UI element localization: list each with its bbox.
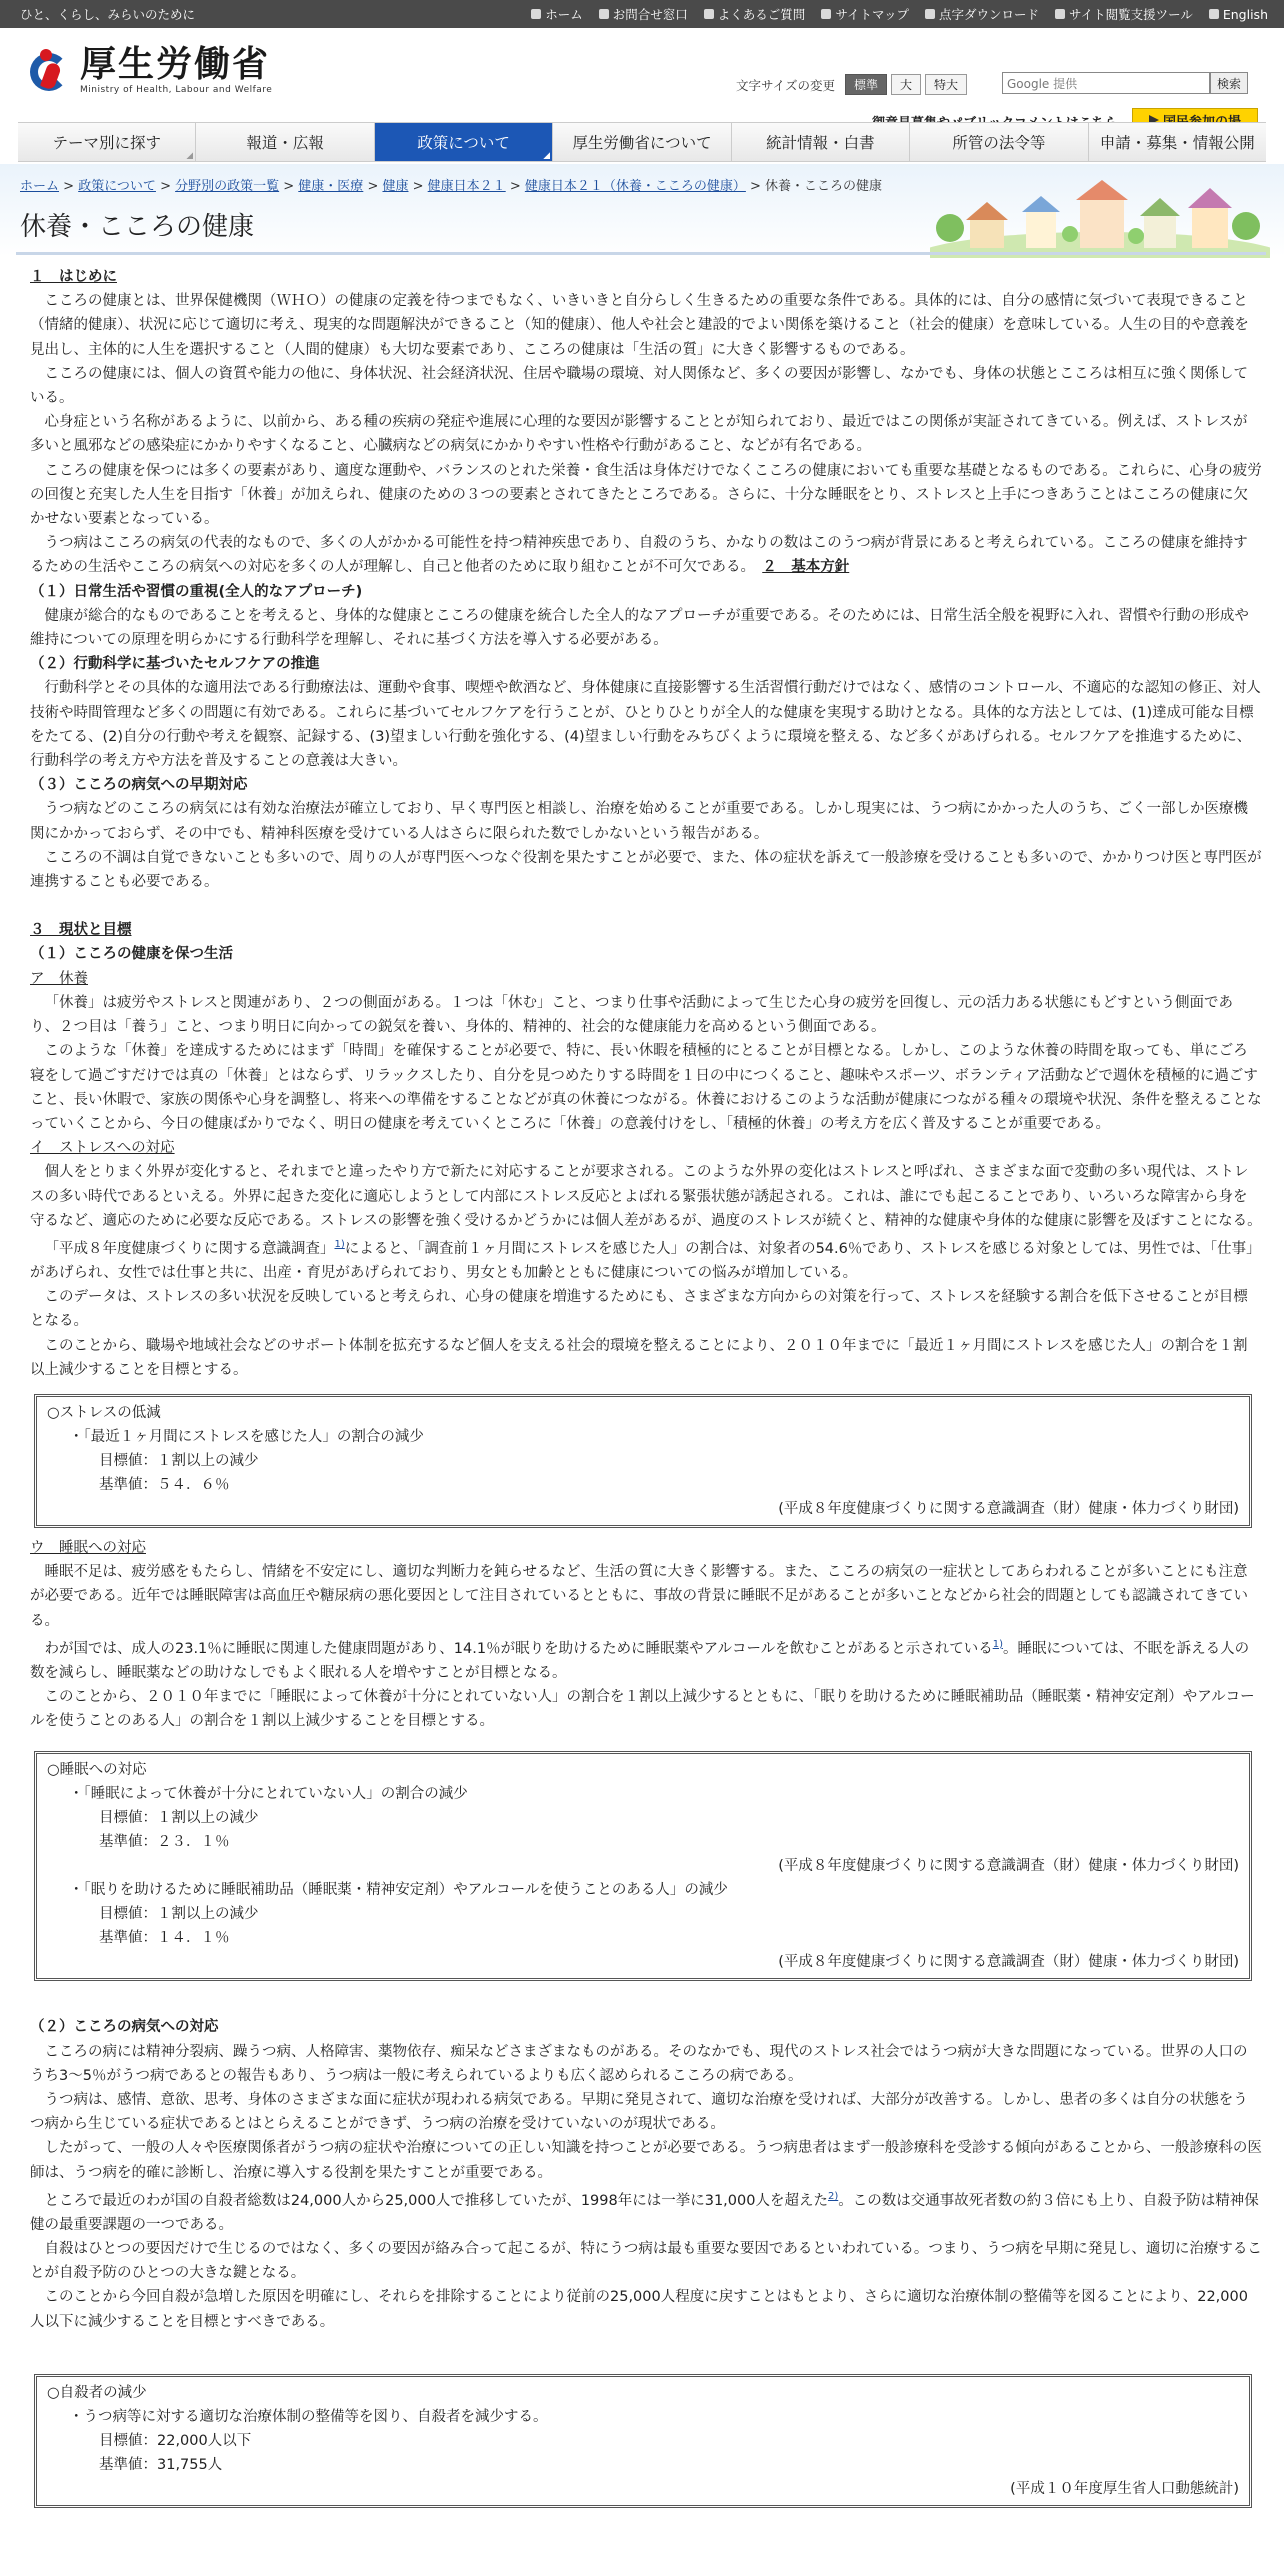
topic-heading: ア 休養 [30, 970, 88, 987]
font-size-label: 文字サイズの変更 [736, 77, 836, 93]
paragraph: 個人をとりまく外界が変化すると、それまでと違ったやり方で新たに対応することが要求される。このような外界の変化はストレスと呼ばれ、さまざまな面で変動の多い現代は、ストレスの多い時代であるといえる。外界に起きた変化に適応しようとして内部にストレス反応とよばれる緊張状態が誘起される。これは、誰にでも起こることであり、いろいろな障害から身を守るなど、適応のために必要な反応である。ストレスの影響を強く受けるかどうかには個人差があるが、過度のストレスが続くと、精神的な健康や身体的な健康に影響を及ぼすことになる。 [30, 1164, 1262, 1229]
target-title: ○ストレスの低減 [47, 1404, 161, 1421]
breadcrumb-link[interactable]: 健康日本２１ [427, 179, 506, 194]
logo-name: 厚生労働省 [80, 43, 271, 85]
paragraph: こころの健康とは、世界保健機関（ＷＨＯ）の健康の定義を待つまでもなく、いきいきと自分らしく生きるための重要な条件である。具体的には、自分の感情に気づいて表現できること（情緒的健康）、状況に応じて適切に考え、現実的な問題解決ができること（知的健康）、他人や社会と建設的でよい関係を築けること（社会的健康）を意味している。人生の目的や意義を見出し、主体的に人生を選択すること（人間的健康）も大切な要素であり、こころの健康は「生活の質」に大きく影響するものである。 [30, 293, 1249, 358]
font-size-xlarge-button[interactable]: 特大 [925, 74, 967, 95]
utility-link-sitemap[interactable]: サイトマップ [821, 5, 909, 23]
utility-link-braille[interactable]: 点字ダウンロード [925, 5, 1039, 23]
main-content [16, 252, 1266, 2516]
section-heading: ３ 現状と目標 [30, 922, 132, 939]
globe-icon [1209, 9, 1219, 19]
paragraph: わが国では、成人の23.1％に睡眠に関連した健康問題があり、14.1％が眠りを助けるために睡眠薬やアルコールを飲むことがあると示されている$^{1)}$。睡眠については、不眠を訴える人の数を減らし、睡眠薬などの助けなしでもよく眠れる人を増やすことが目標となる。 [30, 1638, 1250, 1681]
subsection-heading: （１）日常生活や習慣の重視(全人的なアプローチ) [30, 583, 363, 600]
site-logo[interactable] [26, 43, 273, 95]
nav-item-press[interactable]: 報道・広報 [196, 123, 374, 161]
paragraph: 自殺はひとつの要因だけで生じるのではなく、多くの要因が絡み合って起こるが、特にうつ病は最も重要な要因であるといわれている。つまり、うつ病を早期に発見し、適切に治療することが自殺予防のひとつの大きな鍵となる。 [30, 2241, 1262, 2282]
target-baseline: 基準値：２３．１％ [99, 1834, 230, 1851]
target-source: (平成８年度健康づくりに関する意識調査（財）健康・体力づくり財団) [778, 1954, 1239, 1971]
nav-item-laws[interactable]: 所管の法令等 [910, 123, 1088, 161]
nav-item-statistics[interactable]: 統計情報・白書 [732, 123, 910, 161]
paragraph: こころの不調は自覚できないことも多いので、周りの人が専門医へつなぐ役割を果たすことが必要で、また、体の症状を訴えて一般診療を受けることも多いので、かかりつけ医と専門医が連携することも必要である。 [30, 849, 1262, 891]
topic-heading: ウ 睡眠への対応 [30, 1539, 146, 1556]
tagline: ひと、くらし、みらいのために [20, 7, 196, 22]
paragraph: 行動科学とその具体的な適用法である行動療法は、運動や食事、喫煙や飲酒など、身体健康に直接影響する生活習慣行動だけではなく、感情のコントロール、不適応的な認知の修正、対人技術や時間管理など多くの問題に有効である。これらに基づいてセルフケアを行うことが、ひとりひとりが全人的な健康を実現する助けとなる。具体的な方法としては、(1)達成可能な目標をたてる、(2)自分の行動や考えを観察、記録する、(3)望ましい行動を強化する、(4)望ましい行動をみちびくように環境を整える、など多くがあげられる。セルフケアを推進するために、行動科学の考え方や方法を普及することの意義は大きい。 [30, 680, 1261, 770]
page-title: 休養・こころの健康 [20, 212, 255, 242]
nav-item-about[interactable]: 厚生労働省について [553, 123, 731, 161]
utility-link-faq[interactable]: よくあるご質問 [704, 5, 806, 23]
footnote-link[interactable]: 1) [334, 1238, 345, 1250]
subsection-heading: （１）こころの健康を保つ生活 [30, 946, 233, 963]
paragraph: 睡眠不足は、疲労感をもたらし、情緒を不安定にし、適切な判断力を鈍らせるなど、生活の質に大きく影響する。また、こころの病気の一症状としてあらわれることが多いことにも注意が必要である。近年では睡眠障害は高血圧や糖尿病の悪化要因として注目されているとともに、事故の背景に睡眠不足があることが多いことなどから社会的問題としても認識されてきている。 [30, 1564, 1248, 1629]
target-goal: 目標値：22,000人以下 [99, 2432, 252, 2449]
corner-arrow-icon [186, 152, 193, 159]
search-input[interactable]: Google 提供 [1002, 72, 1210, 94]
target-box-sleep [34, 1751, 1252, 1981]
target-title: ○睡眠への対応 [47, 1762, 147, 1779]
target-baseline: 基準値：31,755人 [99, 2456, 223, 2473]
paragraph: このような「休養」を達成するためにはまず「時間」を確保することが必要で、特に、長い休暇を積極的にとることが目標となる。しかし、このような休養の時間を取っても、単にごろ寝をして過ごすだけでは真の「休養」とはならず、リラックスしたり、自分を見つめたりする時間を１日の中につくること、趣味やスポーツ、ボランティア活動などで週休を積極的に過ごすこと、長い休暇で、家族の関係や心身を調整し、将来への準備をすることなどが真の休養につながる。休養におけるこのような活動が健康につながる種々の環境や状況、条件を整えることなっていくことから、今日の健康ばかりでなく、明日の健康を考えていくところに「休養」の意義付けをし、「積極的休養」の考え方を広く普及することが重要である。 [30, 1043, 1262, 1132]
paragraph: 心身症という名称があるように、以前から、ある種の疾病の発症や進展に心理的な要因が影響することとが知られており、最近ではこの関係が実証されてきている。例えば、ストレスが多いと風邪などの感染症にかかりやすくなること、心臓病などの病気にかかりやすい性格や行動があること、などが有名である。 [30, 414, 1248, 455]
breadcrumb-current: 休養・こころの健康 [765, 179, 883, 194]
font-size-standard-button[interactable]: 標準 [845, 74, 887, 95]
search-button[interactable]: 検索 [1210, 72, 1248, 94]
sitemap-icon [821, 9, 831, 19]
target-goal: 目標値：１割以上の減少 [99, 1452, 259, 1469]
paragraph: こころの病には精神分裂病、躁うつ病、人格障害、薬物依存、痴呆などさまざまなものがある。そのなかでも、現代のストレス社会ではうつ病が大きな問題になっている。世界の人口のうち3～5％がうつ病であるとの報告もあり、うつ病は一般に考えられているよりも広く認められるこころの病である。 [30, 2043, 1248, 2084]
utility-links [531, 5, 1268, 23]
paragraph: ところで最近のわが国の自殺者総数は24,000人から25,000人で推移していたが、1998年には一挙に31,000人を超えた$^{2)}$。この数は交通事故死者数の約３倍にも上り、自殺予防は精神保健の最重要課題の一つである。 [30, 2190, 1259, 2233]
target-goal: 目標値：１割以上の減少 [99, 1810, 259, 1827]
breadcrumb-link[interactable]: ホーム [20, 179, 60, 194]
paragraph: このことから、職場や地域社会などのサポート体制を拡充するなど個人を支える社会的環境を整えることにより、２０１０年までに「最近１ヶ月間にストレスを感じた人」の割合を１割以上減少することを目標とする。 [30, 1337, 1248, 1378]
footnote-link[interactable]: 2) [827, 2190, 839, 2202]
target-item: ・うつ病等に対する適切な治療体制の整備等を図り、自殺者を減少する。 [69, 2408, 548, 2425]
paragraph: うつ病は、感情、意欲、思考、身体のさまざまな面に症状が現われる病気である。早期に発見されて、適切な治療を受ければ、大部分が改善する。しかし、患者の多くは自分の状態をうつ病から生じている症状であるとはとらえることができず、うつ病の治療を受けていないのが現状である。 [30, 2092, 1248, 2133]
target-title: ○自殺者の減少 [47, 2384, 147, 2401]
utility-link-contact[interactable]: お問合せ窓口 [599, 5, 688, 23]
mhlw-logo-icon [26, 47, 74, 95]
breadcrumb-link[interactable]: 分野別の政策一覧 [175, 179, 280, 194]
breadcrumb-link[interactable]: 健康 [382, 179, 409, 194]
target-baseline: 基準値：１４．１％ [99, 1930, 230, 1947]
paragraph: 健康が総合的なものであることを考えると、身体的な健康とこころの健康を統合した全人的なアプローチが重要である。そのためには、日常生活全般を視野に入れ、習慣や行動の形成や維持についての原理を明らかにする行動科学を理解し、それに基づく方法を導入する必要がある。 [30, 607, 1249, 649]
breadcrumb-link[interactable]: 健康・医療 [298, 179, 364, 194]
mail-icon [599, 9, 609, 19]
target-item: ・「睡眠によって休養が十分にとれていない人」の割合の減少 [69, 1786, 468, 1803]
target-source: (平成８年度健康づくりに関する意識調査（財）健康・体力づくり財団) [778, 1858, 1239, 1875]
corner-arrow-icon [543, 152, 550, 159]
utility-link-home[interactable]: ホーム [531, 5, 583, 23]
utility-link-english[interactable]: English [1209, 5, 1268, 23]
subsection-heading: （２）こころの病気への対応 [30, 2019, 219, 2036]
paragraph: このデータは、ストレスの多い状況を反映していると考えられ、心身の健康を増進するためにも、さまざまな方向からの対策を行って、ストレスを経験する割合を低下させることが目標となる。 [30, 1289, 1248, 1330]
paragraph: うつ病などのこころの病気には有効な治療法が確立しており、早く専門医と相談し、治療を始めることが重要である。しかし現実には、うつ病にかかった人のうち、ごく一部しか医療機関にかかっておらず、その中でも、精神科医療を受けている人はさらに限られた数でしかないという報告がある。 [30, 801, 1248, 842]
target-item: ・「眠りを助けるために睡眠補助品（睡眠薬・精神安定剤）やアルコールを使うことのある人」の減少 [69, 1882, 728, 1899]
paragraph: うつ病はこころの病気の代表的なもので、多くの人がかかる可能性を持つ精神疾患であり、自殺のうち、かなりの数はこのうつ病が背景にあると考えられている。こころの健康を維持するための生活やこころの病気への対応を多くの人が理解し、自己と他者のために取り組むことが不可欠である。 ２ 基本方針 [30, 535, 1248, 576]
footnote-link[interactable]: 1) [992, 1638, 1003, 1650]
target-goal: 目標値：１割以上の減少 [99, 1906, 259, 1923]
site-search [1002, 72, 1248, 94]
paragraph: こころの健康を保つには多くの要素があり、適度な運動や、バランスのとれた栄養・食生活は身体だけでなくこころの健康においても重要な基礎となるものである。これらに、心身の疲労の回復と充実した人生を目指す「休養」が加えられ、健康のための３つの要素とされてきたところである。さらに、十分な睡眠をとり、ストレスと上手につきあうことはこころの健康に欠かせない要素となっている。 [30, 462, 1262, 528]
topic-heading: イ ストレスへの対応 [30, 1140, 175, 1157]
breadcrumb-link[interactable]: 政策について [78, 179, 156, 194]
target-box-stress [34, 1394, 1252, 1528]
target-source: (平成８年度健康づくりに関する意識調査（財）健康・体力づくり財団) [778, 1500, 1239, 1517]
breadcrumb: ホーム > 政策について > 分野別の政策一覧 > 健康・医療 > 健康 > 健康日本２１ > 健康日本２１（休養・こころの健康） > 休養・こころの健康 [20, 179, 883, 194]
site-header [0, 28, 1284, 122]
target-baseline: 基準値：５４．６％ [99, 1476, 230, 1493]
paragraph: このことから今回自殺が急増した原因を明確にし、それらを排除することにより従前の25,000人程度に戻すことはもとより、さらに適切な治療体制の整備等を図ることにより、22,000人以下に減少することを目標とすべきである。 [30, 2289, 1248, 2330]
paragraph: このことから、２０１０年までに「睡眠によって休養が十分にとれていない人」の割合を１割以上減少するとともに、「眠りを助けるために睡眠補助品（睡眠薬・精神安定剤）やアルコールを使うことのある人」の割合を１割以上減少することを目標とする。 [30, 1689, 1255, 1730]
breadcrumb-link[interactable]: 健康日本２１（休養・こころの健康） [524, 179, 746, 194]
town-illustration [930, 168, 1270, 258]
subsection-heading: （３）こころの病気への早期対応 [30, 777, 248, 794]
nav-item-policy[interactable]: 政策について [375, 123, 553, 161]
nav-item-applications[interactable]: 申請・募集・情報公開 [1099, 134, 1255, 152]
logo-subtitle: Ministry of Health, Labour and Welfare [80, 85, 273, 95]
download-icon [925, 9, 935, 19]
global-nav [18, 122, 1266, 162]
nav-item-theme[interactable]: テーマ別に探す [18, 123, 196, 161]
accessibility-icon [1055, 9, 1065, 19]
target-source: (平成１０年度厚生省人口動態統計) [1010, 2480, 1239, 2497]
font-size-large-button[interactable]: 大 [891, 74, 921, 95]
paragraph: こころの健康には、個人の資質や能力の他に、身体状況、社会経済状況、住居や職場の環境、対人関係など、多くの要因が影響し、なかでも、身体の状態とこころは相互に強く関係している。 [30, 365, 1248, 407]
section-heading: １ はじめに [30, 269, 117, 285]
target-box-suicide [34, 2374, 1252, 2508]
utility-link-accessibility[interactable]: サイト閲覧支援ツール [1055, 5, 1193, 23]
subsection-heading: （２）行動科学に基づいたセルフケアの推進 [30, 656, 320, 673]
paragraph: 「平成８年度健康づくりに関する意識調査」$^{1)}$によると、「調査前１ヶ月間にストレスを感じた人」の割合は、対象者の54.6％であり、ストレスを感じる対象としては、男性では、「仕事」があげられ、女性では仕事と共に、出産・育児があげられており、男女とも加齢とともに健康についての悩みが増加している。 [30, 1238, 1261, 1281]
target-item: ・「最近１ヶ月間にストレスを感じた人」の割合の減少 [69, 1428, 424, 1445]
home-icon [531, 9, 541, 19]
top-bar [0, 0, 1284, 28]
paragraph: したがって、一般の人々や医療関係者がうつ病の症状や治療についての正しい知識を持つことが必要である。うつ病患者はまず一般診療科を受診する傾向があることから、一般診療科の医師は、うつ病を的確に診断し、治療に導入する役割を果たすことが重要である。 [30, 2140, 1262, 2181]
section-heading: ２ 基本方針 [762, 559, 850, 576]
font-size-switcher [736, 74, 967, 95]
question-icon [704, 9, 714, 19]
paragraph: 「休養」は疲労やストレスと関連があり、２つの側面がある。１つは「休む」こと、つまり仕事や活動によって生じた心身の疲労を回復し、元の活力ある状態にもどすという側面であり、２つ目は「養う」こと、つまり明日に向かっての鋭気を養い、身体的、精神的、社会的な健康能力を高めるという側面である。 [30, 994, 1234, 1036]
